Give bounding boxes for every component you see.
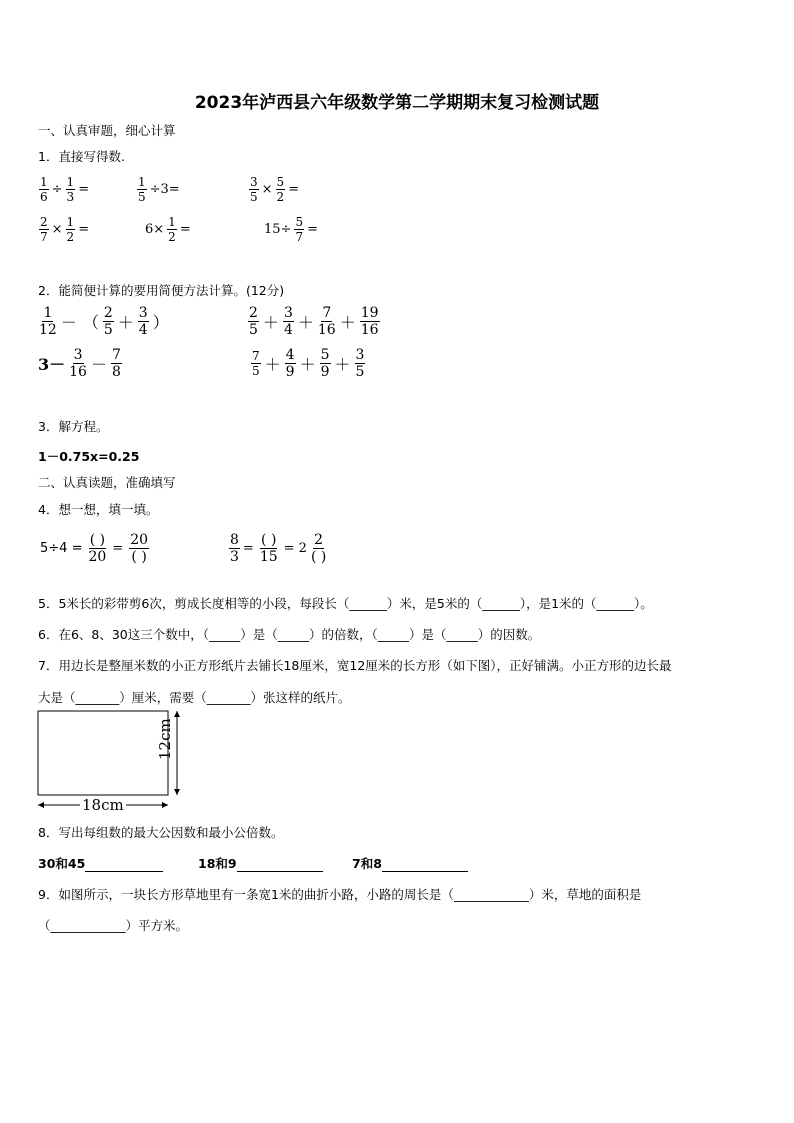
q4-left-expr <box>38 533 153 564</box>
q2-e3-pre: 3－ <box>38 355 66 374</box>
q1-i3-b-den: 2 <box>276 190 285 204</box>
q1-i1-a-num: 1 <box>40 175 48 189</box>
height-arrow-top <box>174 711 180 717</box>
q2-e2-plus-3: ＋ <box>339 313 356 332</box>
q2-e2-f4-num: 19 <box>360 305 379 321</box>
q2-e3-minus: － <box>90 355 107 374</box>
q2-e3-f1-num: 3 <box>73 347 83 363</box>
q8-item-2-label: 18和9 <box>198 856 237 871</box>
q1-i3-eq: = <box>288 182 300 197</box>
q1-i4-b-den: 2 <box>66 230 75 244</box>
q1-i4-op: × <box>51 222 63 237</box>
q2-e4-f2-num: 4 <box>285 347 295 363</box>
q2-expr-1 <box>38 306 172 337</box>
q2-e2-f4-den: 16 <box>360 322 379 338</box>
q2-e4-f4-num: 3 <box>355 347 365 363</box>
q2-e4-f1-num: 7 <box>252 349 260 363</box>
q2-e2-f2-num: 3 <box>283 305 293 321</box>
q2-e2-f1-num: 2 <box>249 305 258 321</box>
section-heading-2: 二、认真读题，准确填写 <box>38 475 176 490</box>
height-arrow-bottom <box>174 789 180 795</box>
q4-right-f1-den: 3 <box>230 549 239 565</box>
question-1-prompt: 1．直接写得数. <box>38 149 125 164</box>
q1-i6-eq: = <box>307 222 318 237</box>
q4-right-eq2: = 2 <box>283 541 307 556</box>
q2-e1-f1-num: 1 <box>43 305 53 321</box>
q2-e1-f1-den: 12 <box>39 322 57 338</box>
q2-e3-f2-den: 8 <box>111 364 121 380</box>
q2-e1-minus: － <box>60 313 77 332</box>
q1-i4-b-num: 1 <box>66 215 75 229</box>
rectangle-shape <box>38 711 168 795</box>
q2-e1-rparen: ） <box>152 313 169 332</box>
q3-equation: 1－0.75x=0.25 <box>38 449 140 464</box>
q2-e4-f4-den: 5 <box>355 364 365 380</box>
q2-e2-f3-den: 16 <box>317 322 336 338</box>
question-3-prompt: 3．解方程。 <box>38 419 109 434</box>
q2-e4-f3-den: 9 <box>320 364 330 380</box>
q8-item-2 <box>198 854 323 872</box>
q1-i3-a-num: 3 <box>250 175 258 189</box>
q1-i5-pre: 6× <box>145 222 165 237</box>
q1-i3-b-num: 5 <box>276 175 285 189</box>
q1-i3-a-den: 5 <box>250 190 258 204</box>
q8-item-3-blank[interactable] <box>382 859 468 872</box>
q1-i5-b-den: 2 <box>168 230 176 244</box>
q4-right-f2-den: 15 <box>259 549 278 565</box>
q1-i6-b-num: 5 <box>295 215 304 229</box>
q1-item-2 <box>136 176 182 203</box>
q2-e4-f3-num: 5 <box>320 347 330 363</box>
q1-item-5 <box>143 216 193 243</box>
width-arrow-left <box>38 802 44 808</box>
q4-left-f2-den: ( ) <box>131 549 147 565</box>
q1-i5-eq: = <box>179 222 191 237</box>
q1-i4-eq: = <box>78 222 90 237</box>
q4-right-f2-num: ( ) <box>261 532 277 548</box>
q1-i3-op: × <box>261 182 273 197</box>
q1-i2-op: ÷3= <box>149 182 180 197</box>
q4-right-f3-num: 2 <box>314 532 324 548</box>
q2-e2-f3-num: 7 <box>322 305 332 321</box>
q1-i4-a-den: 7 <box>40 230 48 244</box>
q2-e2-plus-2: ＋ <box>297 313 314 332</box>
q4-left-pre: 5÷4 = <box>40 541 83 556</box>
question-7-line-2: 大是（_______）厘米，需要（_______）张这样的纸片。 <box>38 690 351 705</box>
q8-item-1 <box>38 854 163 872</box>
q1-item-4 <box>38 216 91 243</box>
question-8-prompt: 8．写出每组数的最大公因数和最小公倍数。 <box>38 825 284 840</box>
q1-i1-eq: = <box>78 182 90 197</box>
q4-left-f1-den: 20 <box>88 549 107 565</box>
q2-e1-f3-den: 4 <box>138 322 148 338</box>
q1-i1-a-den: 6 <box>40 190 48 204</box>
q2-e1-f2-den: 5 <box>103 322 113 338</box>
q2-e3-f2-num: 7 <box>111 347 121 363</box>
q1-i6-b-den: 7 <box>295 230 304 244</box>
q1-i1-b-num: 1 <box>66 175 75 189</box>
q2-e4-f2-den: 9 <box>285 364 295 380</box>
q4-left-f2-num: 20 <box>130 532 149 548</box>
q2-e4-plus-1: ＋ <box>264 355 281 374</box>
q2-e1-f2-num: 2 <box>103 305 113 321</box>
question-4-prompt: 4．想一想，填一填。 <box>38 502 159 517</box>
question-2-prompt: 2．能简便计算的要用简便方法计算。(12分) <box>38 283 285 298</box>
q1-item-3 <box>248 176 301 203</box>
q4-right-expr <box>228 533 328 564</box>
q2-e1-plus: ＋ <box>117 313 134 332</box>
q2-e1-f3-num: 3 <box>138 305 148 321</box>
q2-e4-plus-2: ＋ <box>299 355 316 374</box>
q2-expr-4 <box>250 348 366 379</box>
width-arrow-right <box>162 802 168 808</box>
q8-item-2-blank[interactable] <box>237 859 323 872</box>
q8-item-3-label: 7和8 <box>352 856 382 871</box>
q2-e2-f2-den: 4 <box>283 322 293 338</box>
height-label: 12cm <box>156 718 174 760</box>
page-title: 2023年泸西县六年级数学第二学期期末复习检测试题 <box>194 93 600 113</box>
question-7-line-1: 7．用边长是整厘米数的小正方形纸片去铺长18厘米，宽12厘米的长方形（如下图），正好铺满。小正方形的边长最 <box>38 658 672 673</box>
q4-right-eq1: = <box>242 541 254 556</box>
q1-i4-a-num: 2 <box>40 215 48 229</box>
q2-e4-f1-den: 5 <box>252 364 260 378</box>
q1-i1-op: ÷ <box>51 182 63 197</box>
question-9-line-1: 9．如图所示，一块长方形草地里有一条宽1米的曲折小路，小路的周长是（____________）米，草地的面积是 <box>38 887 642 902</box>
q8-item-3 <box>352 854 468 872</box>
q2-e2-plus-1: ＋ <box>262 313 279 332</box>
q1-item-1 <box>38 176 91 203</box>
q2-e2-f1-den: 5 <box>249 322 258 338</box>
q1-i2-a-num: 1 <box>138 175 146 189</box>
question-5: 5．5米长的彩带剪6次，剪成长度相等的小段，每段长（______）米，是5米的（______），是1米的（______）。 <box>38 596 653 611</box>
question-6: 6．在6、8、30这三个数中，（_____）是（_____）的倍数，（_____）是（_____）的因数。 <box>38 627 541 642</box>
q4-right-f1-num: 8 <box>230 532 239 548</box>
q8-item-1-label: 30和45 <box>38 856 86 871</box>
q1-i5-b-num: 1 <box>168 215 176 229</box>
width-label: 18cm <box>82 796 124 814</box>
q2-e1-lparen: （ <box>82 313 99 332</box>
q2-e4-plus-3: ＋ <box>334 355 351 374</box>
q8-item-1-blank[interactable] <box>85 859 163 872</box>
q4-right-f3-den: ( ) <box>310 549 327 565</box>
q2-e3-f1-den: 16 <box>69 364 87 380</box>
q2-expr-3 <box>38 348 123 379</box>
q4-left-eq: = <box>112 541 124 556</box>
q4-left-f1-num: ( ) <box>89 532 106 548</box>
section-heading-1: 一、认真审题，细心计算 <box>38 123 176 138</box>
q1-i2-a-den: 5 <box>138 190 146 204</box>
question-9-line-2: （____________）平方米。 <box>38 918 189 933</box>
q1-i1-b-den: 3 <box>66 190 75 204</box>
q1-i6-pre: 15÷ <box>264 222 292 237</box>
q2-expr-2 <box>247 306 381 337</box>
q1-item-6 <box>262 216 320 243</box>
